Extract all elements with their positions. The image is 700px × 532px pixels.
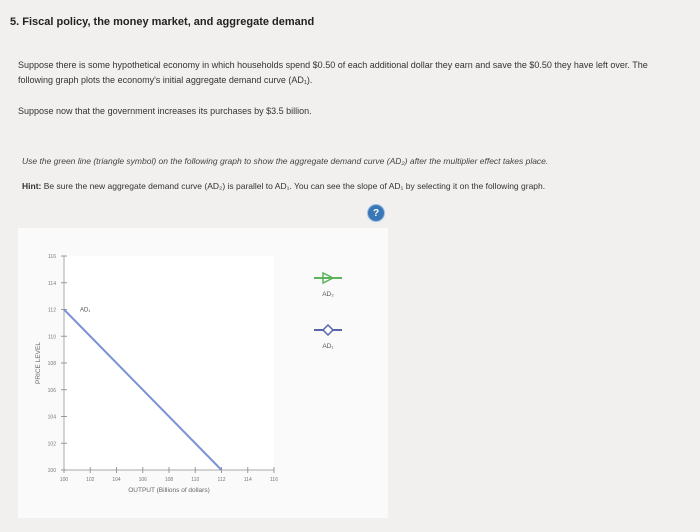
- y-axis-title: PRICE LEVEL: [35, 342, 42, 384]
- ad1-curve-label: AD₁: [80, 307, 91, 314]
- y-tick-label: 108: [47, 361, 56, 367]
- legend-ad1-label: AD₁: [322, 343, 334, 350]
- x-tick-label: 100: [59, 477, 69, 483]
- x-tick-label: 112: [217, 477, 226, 483]
- x-tick-label: 108: [164, 477, 174, 483]
- graph-panel[interactable]: [18, 228, 388, 518]
- y-tick-label: 114: [48, 280, 56, 287]
- x-axis-title: OUTPUT (Billions of dollars): [128, 487, 210, 494]
- aggregate-demand-graph[interactable]: [18, 228, 388, 518]
- problem-paragraph: Suppose there is some hypothetical economy in which households spend $0.50 of each additional dollar they earn and save the $0.50 they have left over. The following graph plots the economy's initial aggregate demand curve (AD₁).: [18, 60, 648, 85]
- y-tick-label: 116: [48, 254, 56, 260]
- y-tick-label: 104: [47, 414, 56, 421]
- legend-ad2-label: AD₂: [322, 291, 334, 298]
- diamond-symbol-icon[interactable]: [323, 325, 333, 335]
- hint-text: [22, 181, 545, 191]
- y-tick-label: 102: [47, 441, 56, 448]
- y-tick-label: 110: [48, 334, 56, 341]
- y-tick-label: 100: [47, 468, 56, 474]
- instruction-text: Use the green line (triangle symbol) on the following graph to show the aggregate demand curve (AD₂) after the multiplier effect takes place.: [22, 156, 549, 166]
- hint-label: Hint:: [22, 181, 42, 191]
- section-title: 5. Fiscal policy, the money market, and aggregate demand: [10, 16, 315, 28]
- x-tick-label: 110: [191, 477, 200, 483]
- plot-area[interactable]: [64, 256, 274, 470]
- x-tick-label: 104: [112, 477, 121, 483]
- government-purchases-text: Suppose now that the government increases its purchases by $3.5 billion.: [18, 106, 312, 116]
- y-tick-label: 112: [48, 307, 56, 314]
- x-tick-label: 116: [270, 477, 278, 483]
- x-tick-label: 114: [243, 477, 252, 483]
- help-icon[interactable]: ?: [368, 205, 384, 221]
- x-tick-label: 102: [86, 477, 95, 483]
- hint-body: Be sure the new aggregate demand curve (AD₂) is parallel to AD₁. You can see the slope of AD₁ by selecting it on the following graph.: [43, 181, 546, 191]
- y-tick-label: 106: [47, 387, 56, 394]
- x-tick-label: 106: [138, 477, 147, 483]
